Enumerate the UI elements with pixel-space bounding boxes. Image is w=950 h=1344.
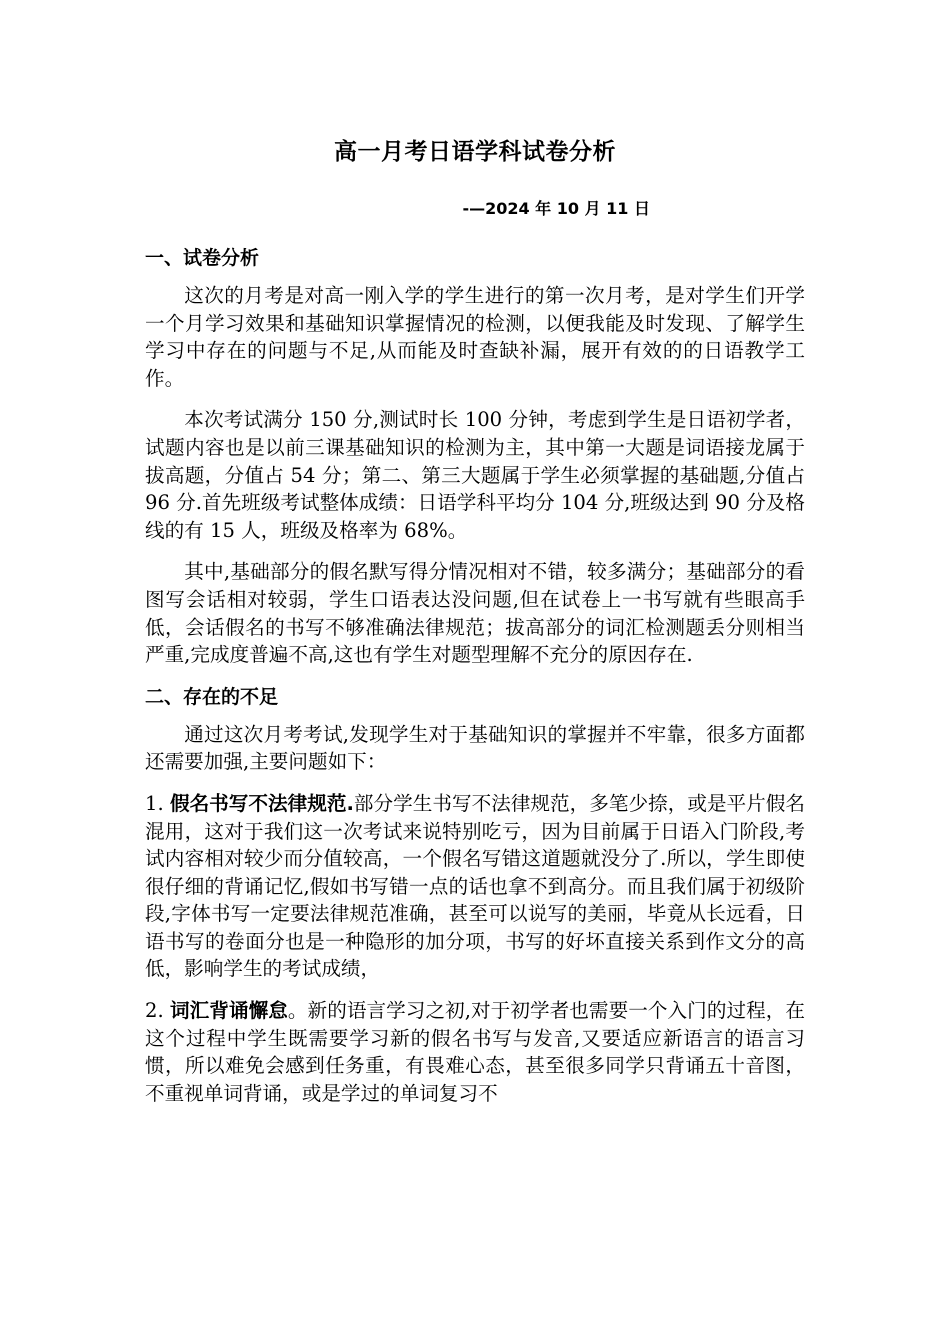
item-number: 2. — [145, 999, 164, 1023]
document-date: -—2024 年 10 月 11 日 — [462, 199, 650, 218]
item-number: 1. — [145, 791, 164, 815]
document-body — [145, 244, 805, 1121]
analysis-paragraph-3: 其中,基础部分的假名默写得分情况相对不错，较多满分；基础部分的看图写会话相对较弱，学生口语表达没问题,但在试卷上一书写就有些眼高手低，会话假名的书写不够准确法律规范；拔高部分的词汇检测题丢分则相当严重,完成度普遍不高,这也有学生对题型理解不充分的原因存在. — [145, 560, 805, 667]
analysis-paragraph-1: 这次的月考是对高一刚入学的学生进行的第一次月考，是对学生们开学一个月学习效果和基础知识掌握情况的检测，以便我能及时发现、了解学生学习中存在的问题与不足,从而能及时查缺补漏，展开有效的的日语教学工作。 — [145, 284, 805, 390]
item-lead: 假名书写不法律规范. — [169, 791, 354, 815]
analysis-paragraph-2: 本次考试满分 150 分,测试时长 100 分钟，考虑到学生是日语初学者，试题内容也是以前三课基础知识的检测为主，其中第一大题是词语接龙属于拔高题，分值占 54 分；第二、第三大题属于学生必须掌握的基础题,分值占 96 分.首先班级考试整体成绩：日语学科平均分 104 分,班级达到 90 分及格线的有 15 人，班级及格率为 68%。 — [145, 408, 805, 542]
shortcomings-intro: 通过这次月考考试,发现学生对于基础知识的掌握并不牢靠，很多方面都还需要加强,主要问题如下： — [145, 722, 805, 774]
shortcoming-item-2 — [145, 997, 805, 1107]
item-text: 。新的语言学习之初,对于初学者也需要一个入门的过程，在这个过程中学生既需要学习新的假名书写与发音,又要适应新语言的语言习惯，所以难免会感到任务重，有畏难心态，甚至很多同学只背诵五十音图，不重视单词背诵，或是学过的单词复习不 — [145, 999, 806, 1105]
shortcoming-item-1 — [145, 790, 805, 983]
section-heading-shortcomings: 二、存在的不足 — [145, 685, 279, 708]
item-lead: 词汇背诵懈怠 — [170, 999, 288, 1023]
document-title: 高一月考日语学科试卷分析 — [334, 139, 616, 165]
section-heading-analysis: 一、试卷分析 — [145, 247, 260, 269]
item-text: 部分学生书写不法律规范，多笔少捺，或是平片假名混用，这对于我们这一次考试来说特别吃亏，因为目前属于日语入门阶段,考试内容相对较少而分值较高，一个假名写错这道题就没分了.所以，学生即使很仔细的背诵记忆,假如书写错一点的话也拿不到高分。而且我们属于初级阶段,字体书写一定要法律规范准确，甚至可以说写的美丽，毕竟从长远看，日语书写的卷面分也是一种隐形的加分项，书写的好坏直接关系到作文分的高低，影响学生的考试成绩， — [145, 791, 805, 981]
